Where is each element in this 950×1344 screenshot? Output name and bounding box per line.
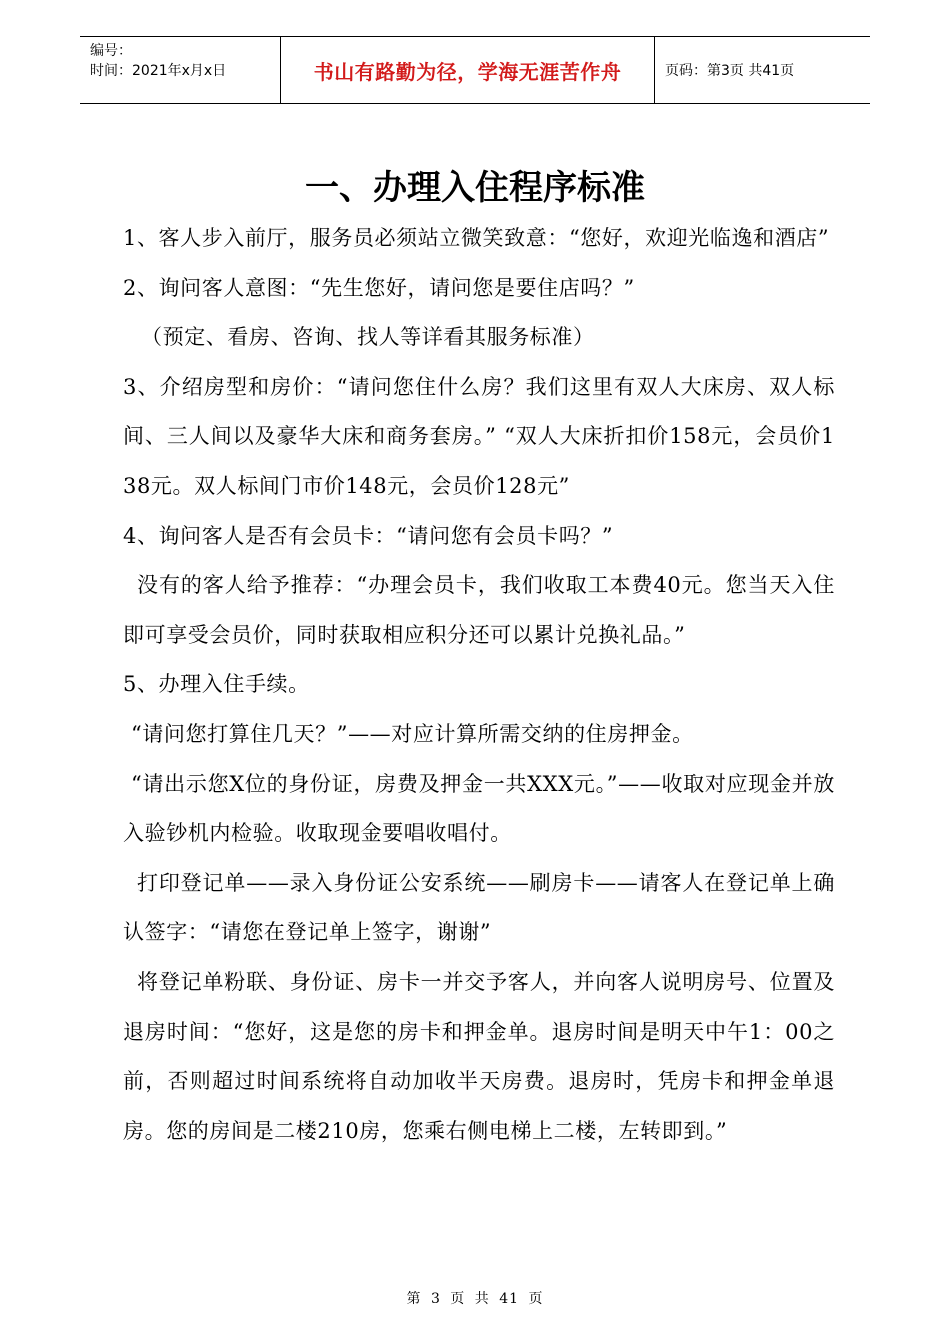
paragraph-handover: 将登记单粉联、身份证、房卡一并交予客人，并向客人说明房号、位置及退房时间：“您好，这是您的房卡和押金单。退房时间是明天中午1：00之前，否则超过时间系统将自动加收半天房费。退房时，凭房卡和押金单退房。您的房间是二楼210房，您乘右侧电梯上二楼，左转即到。” — [123, 969, 835, 1143]
doc-code-label: 编号： — [90, 43, 132, 59]
paragraph-step-5: 5、办理入住手续。 — [123, 672, 310, 697]
paragraph-step-1: 1、客人步入前厅，服务员必须站立微笑致意：“您好，欢迎光临逸和酒店” — [123, 226, 830, 250]
section-title: 一、办理入住程序标准 — [305, 168, 645, 208]
paragraph-print-register: 打印登记单——录入身份证公安系统——刷房卡——请客人在登记单上确认签字：“请您在登记单上签字，谢谢” — [123, 870, 835, 945]
page-header — [80, 36, 870, 104]
paragraph-membership: 没有的客人给予推荐：“办理会员卡，我们收取工本费40元。您当天入住即可享受会员价，同时获取相应积分还可以累计兑换礼品。” — [123, 573, 835, 647]
paragraph-step-2: 2、询问客人意图：“先生您好，请问您是要住店吗？” — [123, 275, 635, 300]
document-body — [123, 214, 835, 1156]
header-page-info: 页码：第3页 共41页 — [665, 63, 795, 79]
paragraph-stay-days: “请问您打算住几天？”——对应计算所需交纳的住房押金。 — [131, 721, 694, 746]
doc-date: 时间：2021年x月x日 — [90, 63, 227, 79]
paragraph-note-service: （预定、看房、咨询、找人等详看其服务标准） — [141, 325, 595, 350]
page-footer: 第 3 页 共 41 页 — [406, 1291, 544, 1307]
paragraph-step-3: 3、介绍房型和房价：“请问您住什么房？我们这里有双人大床房、双人标间、三人间以及豪华大床和商务套房。” “双人大床折扣价158元，会员价138元。双人标间门市价148元，会员价128元” — [123, 374, 835, 498]
paragraph-step-4: 4、询问客人是否有会员卡：“请问您有会员卡吗？” — [123, 523, 614, 548]
header-meta-cell — [80, 37, 281, 103]
header-motto: 书山有路勤为径，学海无涯苦作舟 — [281, 37, 655, 103]
paragraph-id-deposit: “请出示您X位的身份证，房费及押金一共XXX元。”——收取对应现金并放入验钞机内检验。收取现金要唱收唱付。 — [123, 771, 835, 846]
